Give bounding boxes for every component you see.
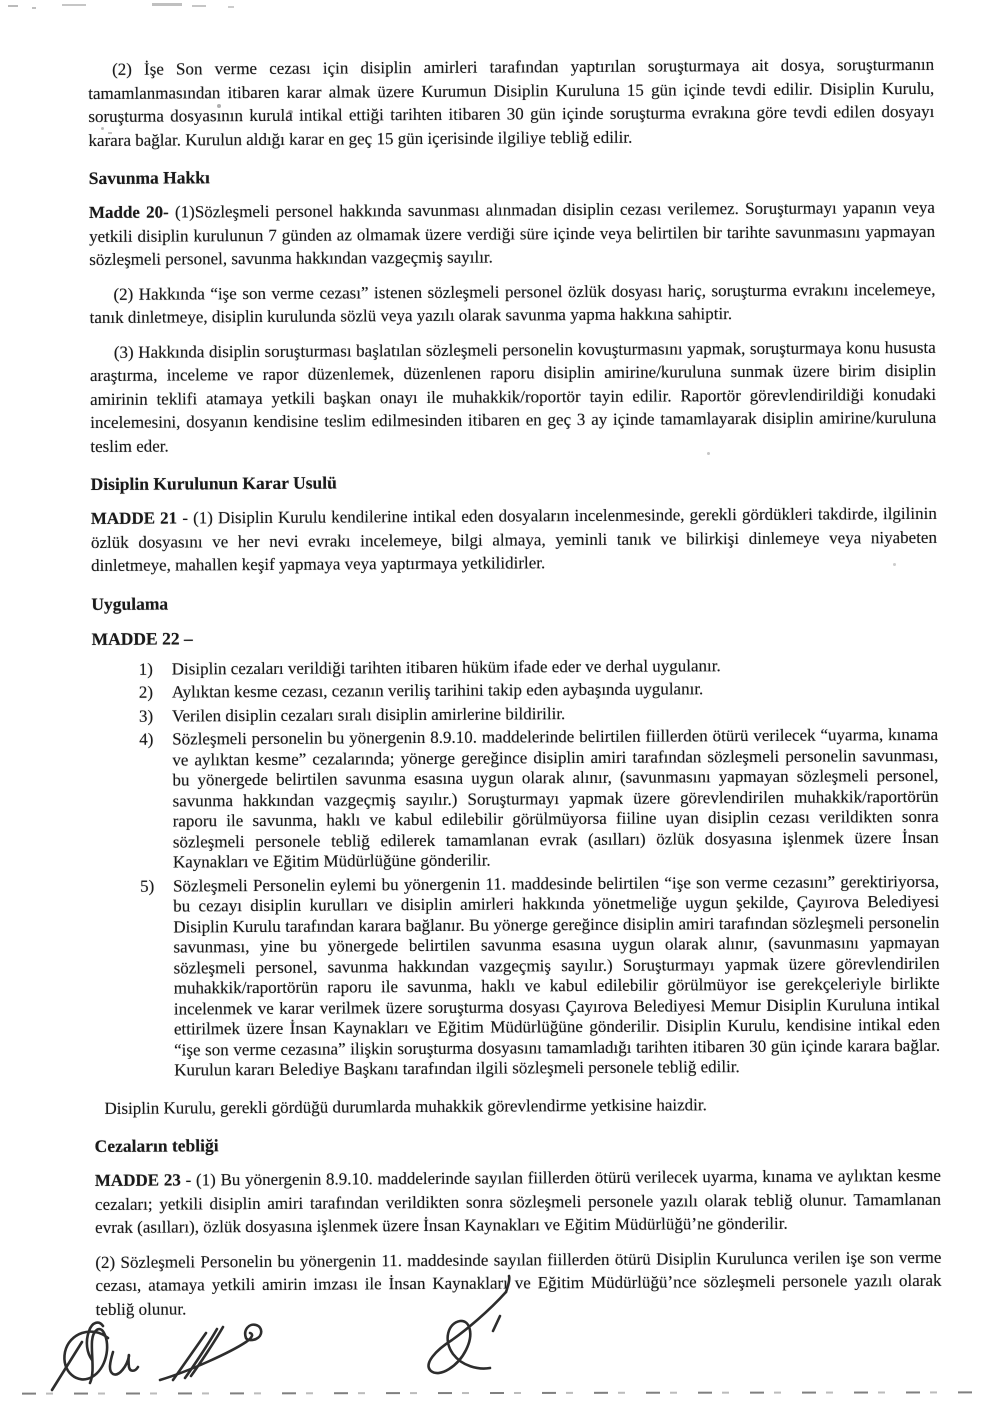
heading-savunma-hakki: Savunma Hakkı: [88, 167, 210, 188]
para-madde23-1: [95, 1164, 941, 1240]
list-item: [139, 654, 938, 679]
heading-karar-usulu: Disiplin Kurulunun Karar Usulü: [90, 472, 337, 494]
para-madde20-3: (3) Hakkında disiplin soruşturması başlatılan sözleşmeli personelin kovuşturmasını yapmak, soruşturmaya konu hususta araştırma, inceleme ve rapor düzenlemek, düzenlenen raporu disiplin amirine/kuruluna sunmak üzere birim disiplin amirinin teklifi atamaya yetkili başkan onayı ile muhakkik/roportör tayin edilir. Raportör görevlendirildiği konudaki incelemesini, dosyanın kendisine teslim edilmesinden itibaren en geç 3 ay içinde tamamlayarak disiplin amirine/kuruluna teslim eder.: [89, 337, 937, 456]
para-madde23-2: (2) Sözleşmeli Personelin bu yönergenin 11. maddesinde sayılan fiillerden ötürü Disiplin Kurulunca verilen işe son verme cezası, atamaya yetkili amirin imzası ile İnsan Kaynakları ve Eğitim Müdürlüğü’nce sözleşmeli personele yazılı olarak tebliğ olunur.: [95, 1247, 942, 1319]
madde22-label: MADDE 22 –: [91, 627, 193, 649]
para-kurul-note: Disiplin Kurulu, gerekli gördüğü durumlarda muhakkik görevlendirme yetkisine haizdir.: [104, 1094, 707, 1118]
list-item-number: 5): [139, 876, 155, 896]
list-item-number: 3): [138, 706, 154, 726]
para-madde20-2: (2) Hakkında “işe son verme cezası” istenen sözleşmeli personel özlük dosyası hariç, soruşturma evrakını incelemeye, tanık dinletmeye, disiplin kurulunda sözlü veya yazılı olarak savunma yapma hakkına sahiptir.: [89, 279, 936, 327]
scan-speck: [152, 3, 182, 6]
document-body: [88, 53, 942, 1332]
list-item-text: Disiplin cezaları verildiği tarihten itibaren hüküm ifade eder ve derhal uygulanır.: [171, 655, 721, 678]
list-item: [140, 871, 940, 1081]
list-item-number: 2): [138, 682, 154, 702]
para-ise-son-verme: (2) İşe Son verme cezası için disiplin amirleri tarafından yaptırılan soruşturmaya ait dosya, soruşturmanın tamamlanmasından itibaren karar almak üzere Kurumun Disiplin Kuruluna 15 gün içinde tevdi edilir. Disiplin Kurulu, soruşturma dosyasının kurula intikal ettiği tarihten itibaren 30 gün içinde soruşturma evrakına göre tevdi edilen dosyayı karara bağlar. Kurulun aldığı karar en geç 15 gün içerisinde ilgiliye tebliğ edilir.: [88, 54, 935, 150]
madde22-list: [139, 654, 941, 1081]
scan-speck: [228, 6, 234, 8]
scan-speck: [32, 7, 36, 9]
para-madde20-1: [89, 196, 935, 272]
madde21-p1-text: - (1) Disiplin Kurulu kendilerine intikal eden dosyaların incelenmesinde, gerekli gördükleri takdirde, ilgilinin özlük dosyasını ve her nevi evrakı incelemeye, bilgi almaya, yeminli tanık ve bilirkişi dinlemeye veya niyabeten dinletmeye, mahallen keşif yapmaya veya yaptırmaya yetkilidirler.: [90, 503, 937, 575]
scan-speck: [192, 5, 206, 7]
list-item-number: 1): [138, 659, 153, 679]
madde21-label: MADDE 21: [90, 508, 178, 528]
list-item: [139, 678, 938, 703]
list-item-text: Sözleşmeli personelin bu yönergenin 8.9.10. maddelerinde belirtilen fiillerden ötürü verilecek “uyarma, kınama ve aylıktan kesme” cezalarında; yönerge gereğince disiplin amiri tarafından sözleşmeli personelin savunması, bu yönergede belirtilen savunma esasına uygun olarak alınır, (savunmasını yapmayan sözleşmeli personel, savunma hakkından vazgeçmiş sayılır.) Soruşturmayı yapmak üzere görevlendirilen muhakkik/raportörün raporu ile savunma, haklı ve kabul edilebilir görülmüyorsa fiiline uyan disiplin cezası verildikten sonra sözleşmeli personele tebliğ edilerek tamamlanan evrak (asılları) özlük dosyasına işlenmek üzere İnsan Kaynakları ve Eğitim Müdürlüğüne gönderilir.: [172, 724, 939, 872]
dashed-scan-line: [22, 1391, 974, 1394]
madde23-label: MADDE 23: [94, 1170, 181, 1190]
heading-cezalarin-tebligi: Cezaların tebliği: [94, 1135, 219, 1156]
scan-speck: [8, 5, 18, 7]
list-item-text: Sözleşmeli Personelin eylemi bu yönergenin 11. maddesinde belirtilen “işe son verme cezasını” gerektiriyorsa, bu cezayı disiplin kurulları ve disiplin amirleri hakkında yönetmeliğe uygun şekilde, Çayırova Belediyesi Disiplin Kurulu tarafından karara bağlanır. Bu yönerge gereğince disiplin amiri tarafından sözleşmeli personelin savunması, yine bu yönergede belirtilen savunma esasına uygun olarak alınır, (savunmasını yapmayan sözleşmeli personel, savunma hakkından vazgeçmiş sayılır.) Soruşturmayı yapmak üzere görevlendirilen muhakkik/raportörün raporu ile savunma, haklı ve kabul edilebilir görülmüyor ise gerekçeleriyle birlikte incelenmek ve karar verilmek üzere soruşturma dosyası Çayırova Belediyesi Memur Disiplin Kuruluna intikal ettirilmek üzere İnsan Kaynakları ve Eğitim Müdürlüğüne gönderilir. Disiplin Kurulu, kendisine intikal eden “işe son verme cezasına” ilişkin soruşturma dosyasını tamamladığı tarihten itibaren 30 gün içinde karara bağlar. Kurulun kararı Belediye Başkanı tarafından ilgili sözleşmeli personele tebliğ edilir.: [172, 871, 941, 1080]
madde20-label: Madde 20-: [88, 202, 169, 222]
scan-speck: [62, 4, 86, 6]
list-item-number: 4): [139, 729, 154, 749]
heading-uygulama: Uygulama: [91, 593, 169, 614]
list-item-text: Verilen disiplin cezaları sıralı disiplin amirlerine bildirilir.: [171, 703, 566, 725]
signature-scribble-left: [52, 1323, 138, 1390]
list-item-text: Aylıktan kesme cezası, cezanın veriliş tarihini takip eden aybaşında uygulanır.: [171, 679, 704, 702]
signature-scribble-middle: [160, 1325, 261, 1380]
madde20-p1-text: (1)Sözleşmeli personel hakkında savunması alınmadan disiplin cezası verilemez. Soruşturmayı yapanın veya yetkili disiplin kurulunun 7 günden az olmamak üzere verdiği süre içinde veya belirtilen bir tarihte savunmasını yapmayan sözleşmeli personel, savunma hakkından vazgeçmiş sayılır.: [89, 197, 936, 269]
list-item: [139, 725, 939, 873]
para-madde21-1: [91, 502, 937, 578]
madde23-p1-text: - (1) Bu yönergenin 8.9.10. maddelerinde sayılan fiillerden ötürü verilecek uyarma, kınama ve aylıktan kesme cezaları; yetkili disiplin amiri tarafından verildikten sonra sözleşmeli personele yazılı olarak tebliğ olunur. Tamamlanan evrak (asılları), özlük dosyasına işlenmek üzere İnsan Kaynakları ve Eğitim Müdürlüğü’ne gönderilir.: [94, 1165, 942, 1237]
list-item: [139, 701, 938, 726]
